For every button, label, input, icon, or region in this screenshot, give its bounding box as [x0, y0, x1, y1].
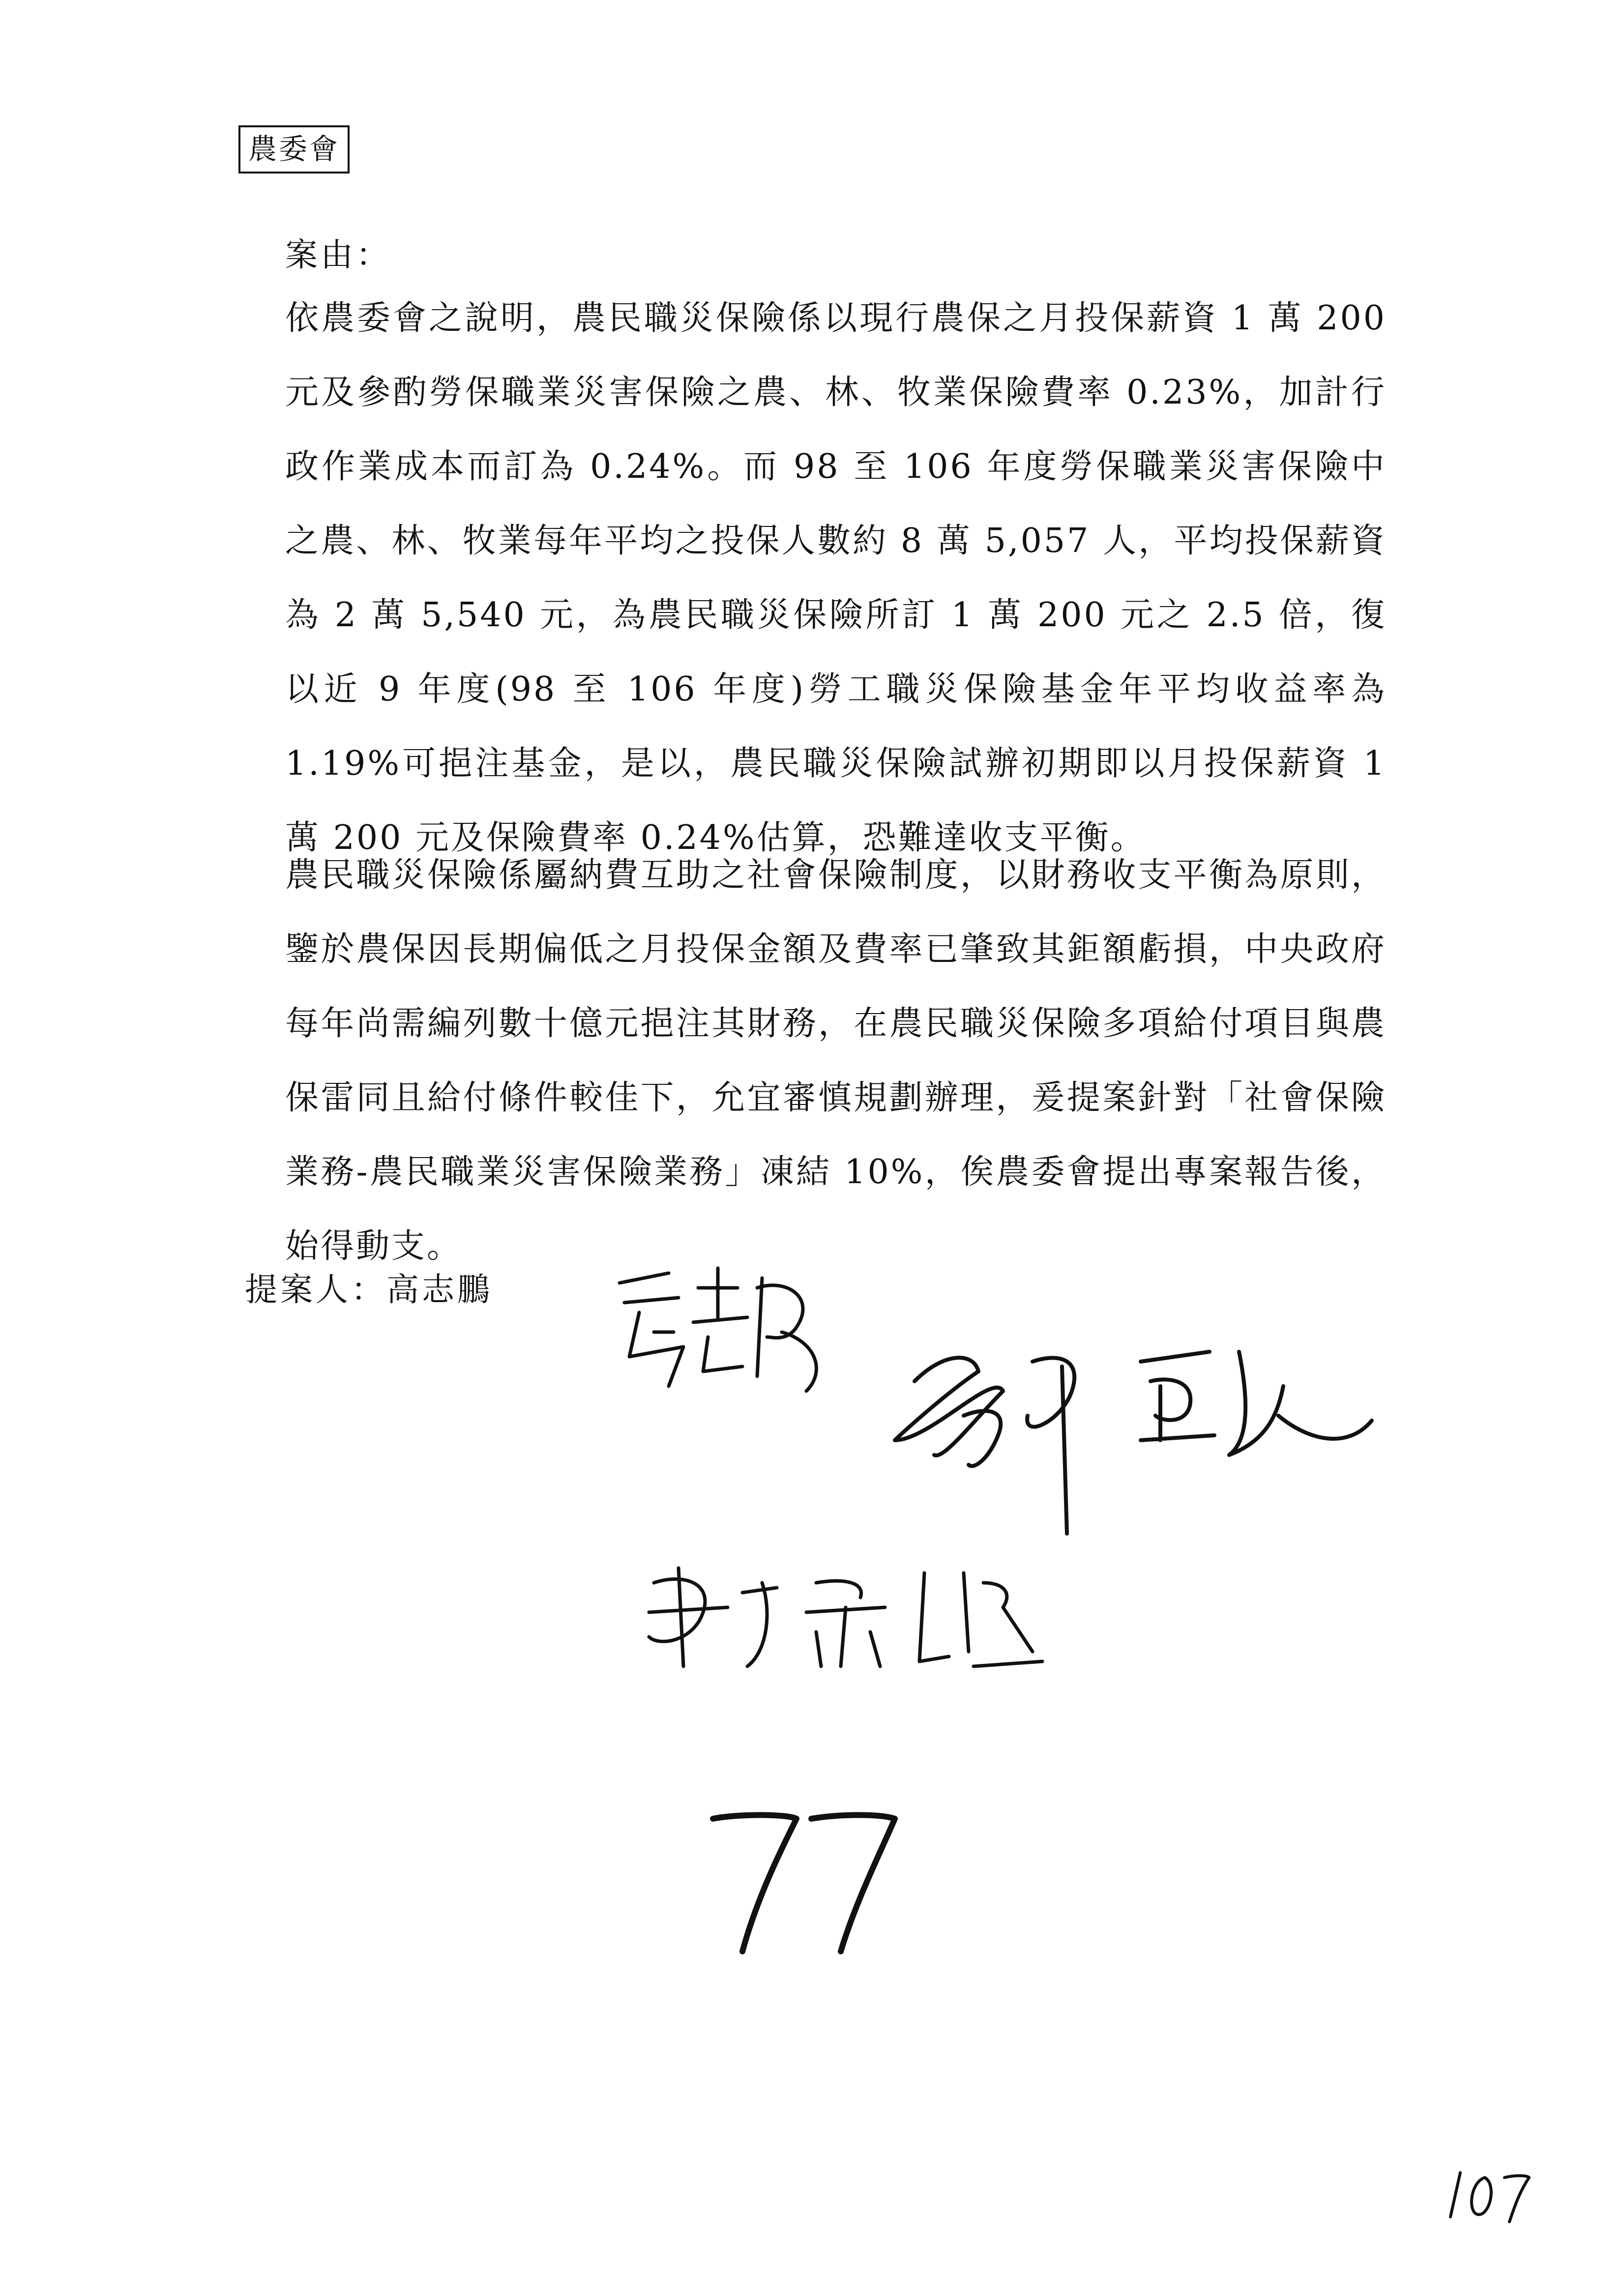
- committee-tag: 農委會: [238, 125, 350, 174]
- signature-2: [875, 1293, 1387, 1548]
- paragraph-2: 農民職災保險係屬納費互助之社會保險制度，以財務收支平衡為原則，鑒於農保因長期偏低之月投保金額及費率已肇致其鉅額虧損，中央政府每年尚需編列數十億元挹注其財務，在農民職災保險多項給付項目與農保雷同且給付條件較佳下，允宜審慎規劃辦理，爰提案針對「社會保險業務-農民職業災害保險業務」凍結 10%，俟農委會提出專案報告後，始得動支。: [285, 856, 1387, 1266]
- proposer-line: 提案人：高志鵬: [245, 1271, 493, 1308]
- handwritten-page-number-107: [1441, 2163, 1534, 2227]
- handwritten-number-77: [698, 1789, 905, 1966]
- section-label: 案由：: [285, 236, 391, 274]
- paragraph-1: 依農委會之說明，農民職災保險係以現行農保之月投保薪資 1 萬 200 元及參酌勞保職業災害保險之農、林、牧業保險費率 0.23%，加計行政作業成本而訂為 0.24%。而 98 至 106 年度勞保職業災害保險中之農、林、牧業每年平均之投保人數約 8 萬 5,057 人，平均投保薪資為 2 萬 5,540 元，為農民職災保險所訂 1 萬 200 元之 2.5 倍，復以近 9 年度(98 至 106 年度)勞工職災保險基金年平均收益率為 1.19%可挹注基金，是以，農民職災保險試辦初期即以月投保薪資 1 萬 200 元及保險費率 0.24%估算，恐難達收支平衡。: [285, 299, 1387, 857]
- signature-3: [629, 1553, 1052, 1681]
- signature-1: [610, 1258, 836, 1406]
